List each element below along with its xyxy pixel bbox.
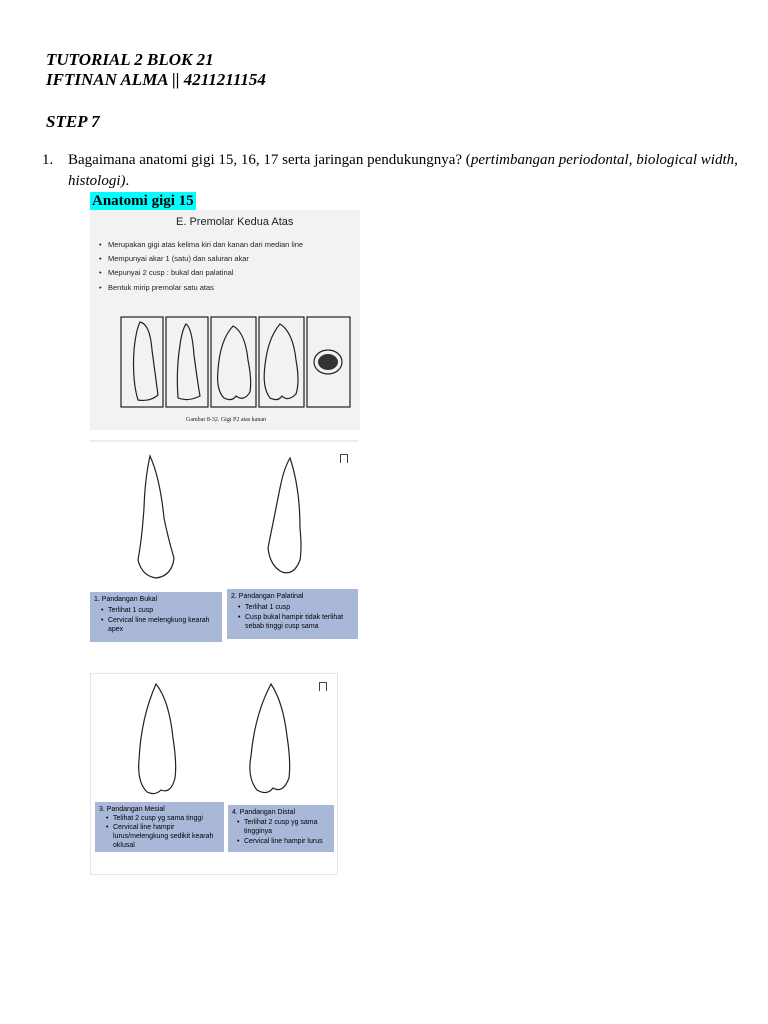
bookmark-icon [319, 682, 327, 691]
question-text [68, 150, 748, 192]
panel-bullet: • Terlihat 1 cusp [108, 606, 153, 615]
slide-mesial-distal [90, 673, 338, 875]
panel-bullet: • Cervical line melengkung kearah apex [108, 616, 218, 634]
figure-caption: Gambar 8-32. Gigi P2 atas kanan [186, 417, 266, 423]
panel-palatinal [227, 589, 358, 639]
slide-bullet: • Bentuk mirip premolar satu atas [108, 283, 214, 292]
panel-distal [228, 805, 334, 852]
slide-bullet: • Merupakan gigi atas kelima kiri dan kanan dari median line [108, 240, 303, 249]
header-title: TUTORIAL 2 BLOK 21 [46, 50, 214, 69]
slide-bukal-palatinal [90, 440, 358, 654]
question-number: 1. [42, 152, 54, 168]
panel-bullet: • Terlihat 1 cusp [245, 603, 290, 612]
panel-bullet: • Cervical line hampir lurus/melengkung sedikit kearah oklusal [113, 823, 221, 850]
slide-bullet: • Mempunyai akar 1 (satu) dan saluran akar [108, 254, 249, 263]
question-text-plain: Bagaimana anatomi gigi 15, 16, 17 serta jaringan pendukungnya? ( [68, 152, 471, 168]
bookmark-icon [340, 454, 348, 463]
slide-bullet: • Mepunyai 2 cusp : bukal dan palatinal [108, 268, 234, 277]
tooth-views-strip [90, 310, 360, 430]
panel-bullet: • Telihat 2 cusp yg sama tinggi [113, 814, 203, 823]
slide-title: E. Premolar Kedua Atas [176, 216, 294, 228]
panel-title: 4. Pandangan Distal [232, 809, 296, 816]
step-heading: STEP 7 [46, 112, 100, 131]
panel-title: 1. Pandangan Bukal [94, 596, 158, 603]
slide-premolar [90, 210, 360, 430]
panel-bukal [90, 592, 222, 642]
panel-mesial [95, 802, 224, 852]
section-highlight: Anatomi gigi 15 [92, 193, 194, 209]
panel-bullet: • Cusp bukal hampir tidak terlihat sebab tinggi cusp sama [245, 613, 357, 631]
tooth-mesial-distal [91, 678, 337, 806]
panel-title: 3. Pandangan Mesial [99, 806, 165, 813]
header-author: IFTINAN ALMA || 4211211154 [46, 70, 266, 89]
tooth-bukal-palatinal [90, 448, 358, 588]
question-text-end: . [125, 173, 130, 189]
panel-bullet: • Terlihat 2 cusp yg sama tingginya [244, 818, 332, 836]
panel-bullet: • Cervical line hampir lurus [244, 837, 323, 846]
question-text-italic: pertimbangan periodontal, biological width, histologi) [68, 152, 738, 189]
panel-title: 2. Pandangan Palatinal [231, 593, 304, 600]
